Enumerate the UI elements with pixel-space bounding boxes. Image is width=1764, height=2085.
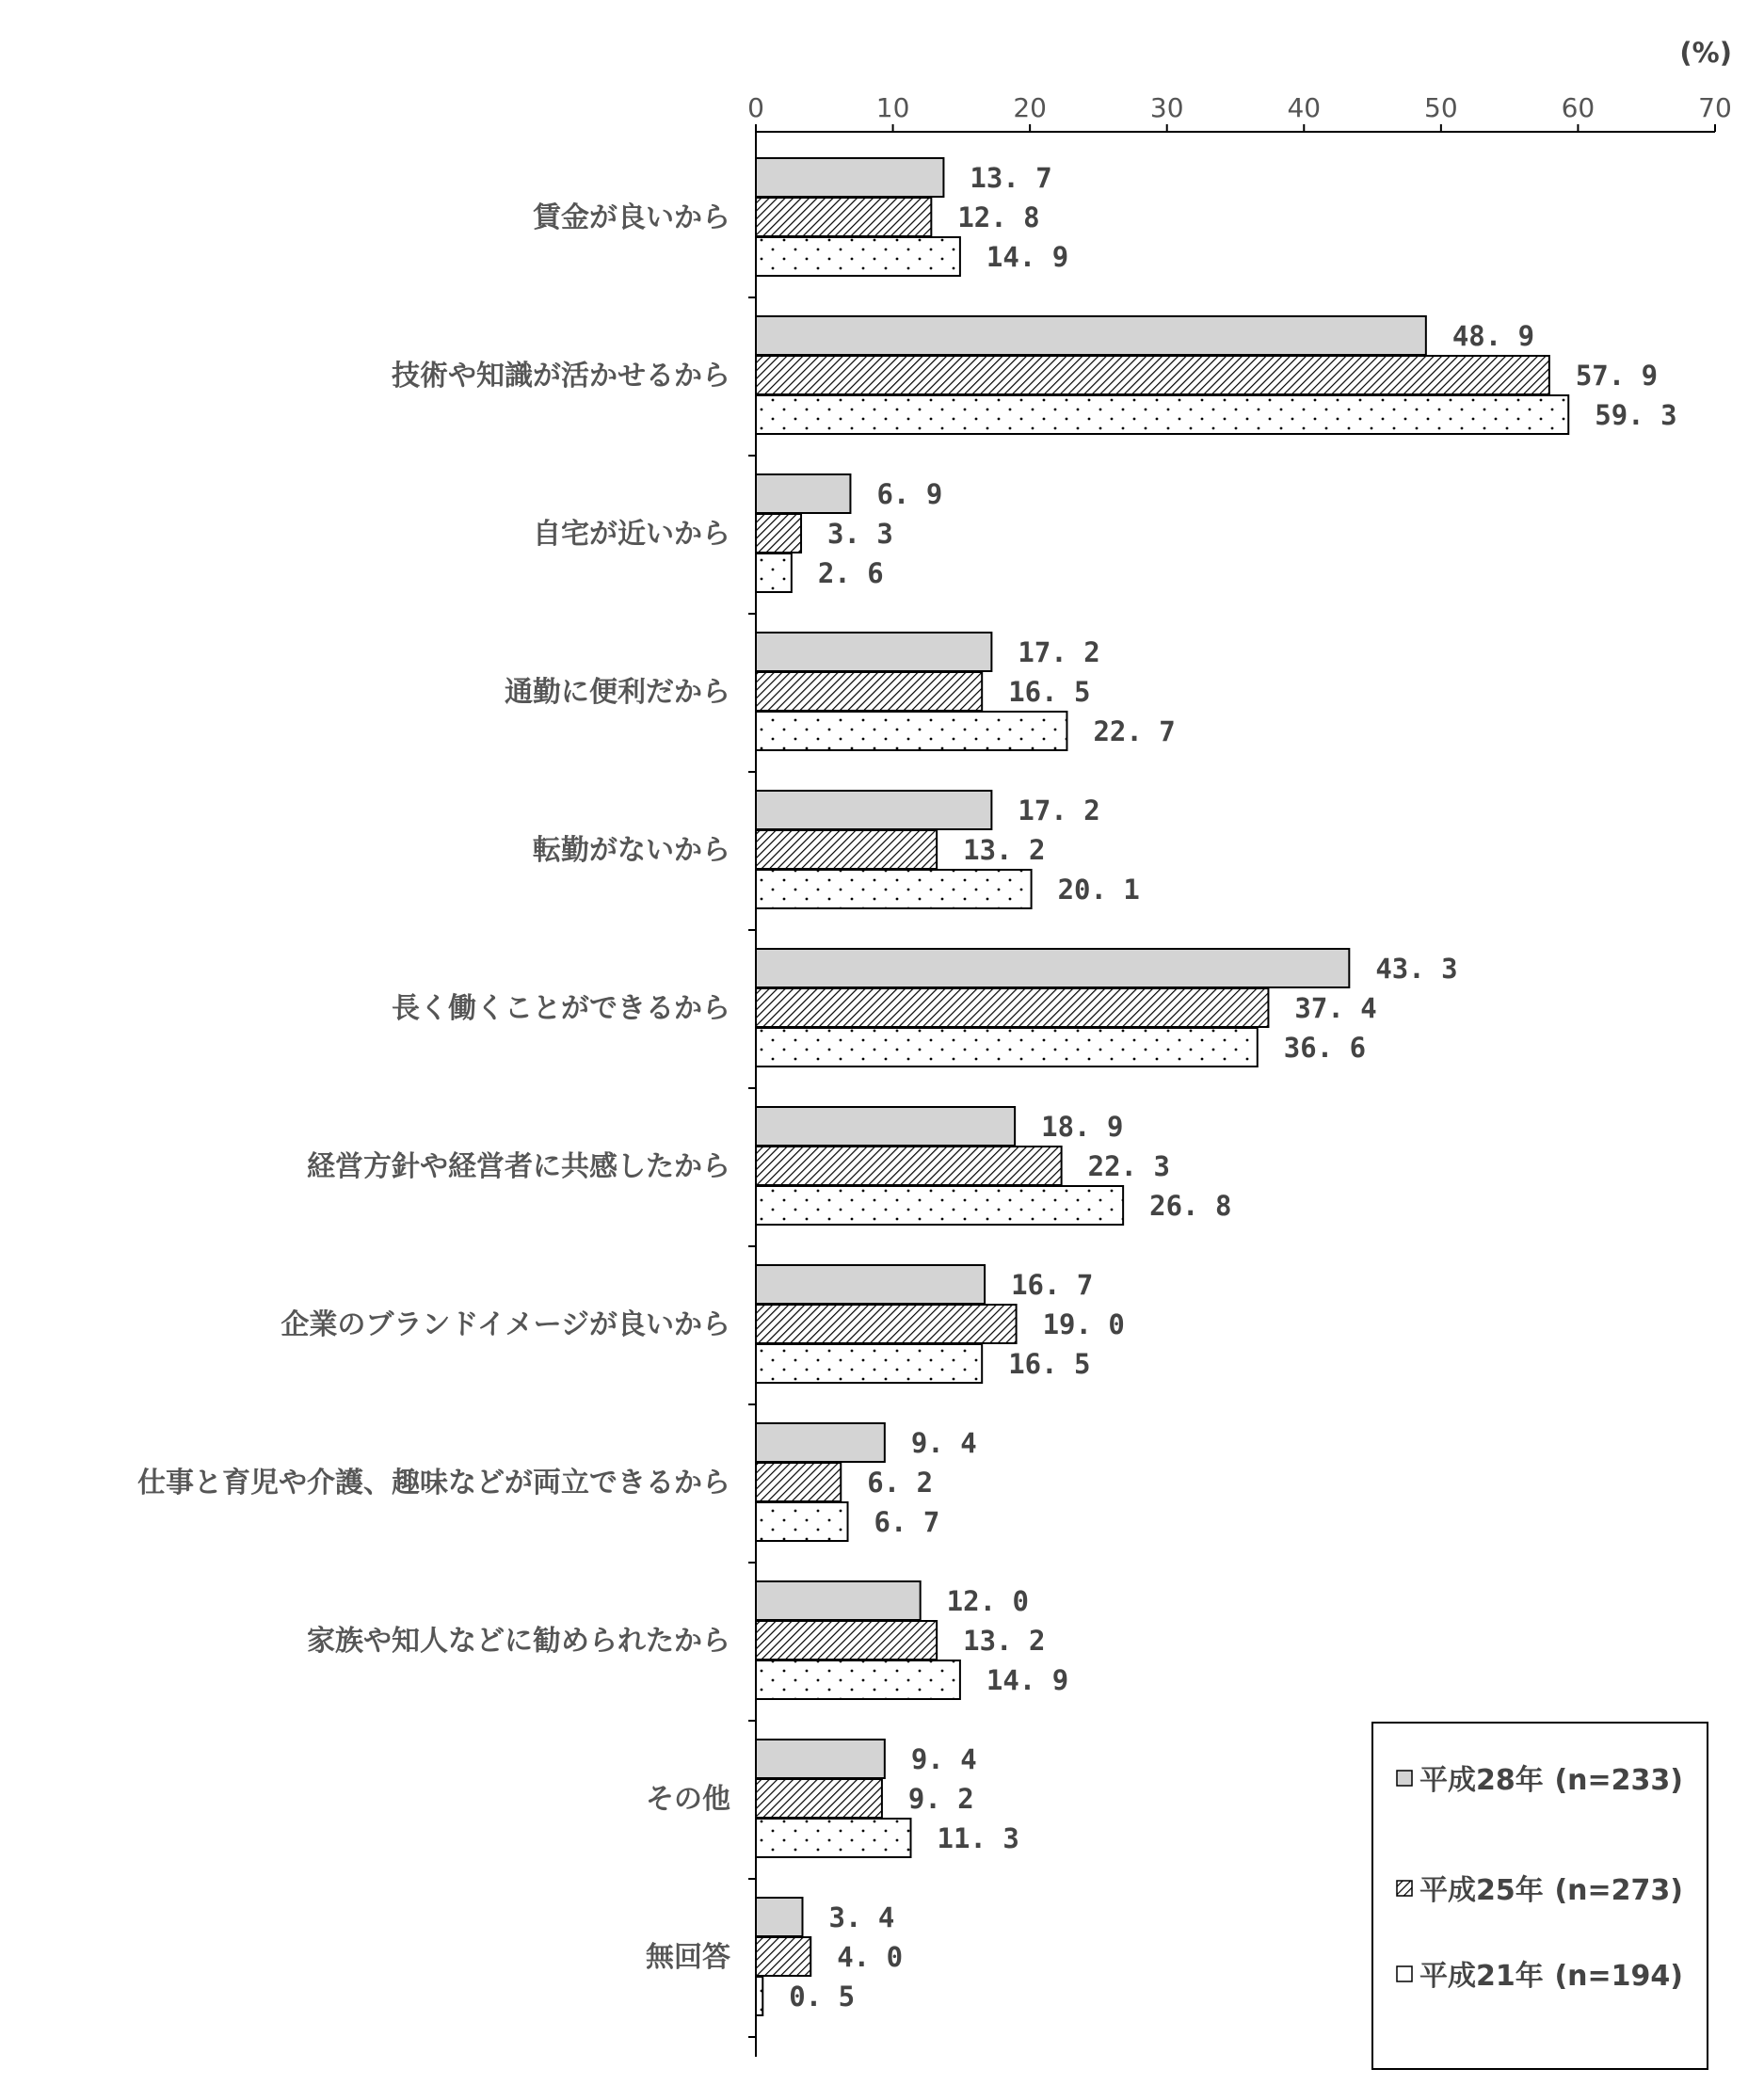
- value-label: 37. 4: [1294, 992, 1377, 1024]
- bar-solid: [756, 633, 991, 671]
- value-label: 17. 2: [1018, 636, 1100, 668]
- value-label: 48. 9: [1451, 320, 1535, 352]
- bar-hatch: [756, 514, 801, 553]
- value-label: 12. 8: [957, 201, 1040, 233]
- bar-hatch: [756, 1305, 1017, 1343]
- bar-solid: [756, 1423, 885, 1462]
- bar-solid: [756, 1898, 802, 1936]
- bar-hatch: [756, 1147, 1062, 1185]
- category-label: その他: [646, 1783, 730, 1816]
- value-label: 13. 7: [970, 162, 1052, 194]
- value-label: 9. 4: [910, 1743, 977, 1775]
- category-label: 賃金が良いから: [533, 201, 730, 234]
- x-axis: [747, 92, 1732, 132]
- x-tick-label: 60: [1561, 92, 1596, 123]
- bar-solid: [756, 1265, 985, 1304]
- x-tick-label: 20: [1013, 92, 1047, 123]
- value-label: 22. 7: [1093, 715, 1176, 747]
- legend-series-name: 平成21年: [1419, 1960, 1544, 1993]
- x-tick-label: 70: [1698, 92, 1732, 123]
- value-label: 22. 3: [1087, 1150, 1170, 1182]
- value-label: 6. 9: [876, 478, 943, 510]
- category-labels: [137, 201, 730, 1974]
- value-label: 57. 9: [1575, 360, 1659, 392]
- bar-hatch: [756, 356, 1549, 394]
- category-label: 企業のブランドイメージが良いから: [281, 1308, 730, 1341]
- category-label: 無回答: [646, 1941, 730, 1974]
- bar-hatch: [756, 672, 982, 711]
- bar-hatch: [756, 830, 937, 869]
- value-label: 9. 2: [907, 1783, 974, 1815]
- bar-solid: [756, 158, 943, 197]
- category-label: 転勤がないから: [533, 834, 730, 867]
- legend-swatch-hatch: [1397, 1881, 1412, 1896]
- legend-item: [1397, 1960, 1683, 1993]
- category-label: 仕事と育児や介護、趣味などが両立できるから: [137, 1467, 730, 1500]
- bar-solid: [756, 1107, 1015, 1146]
- x-tick-label: 0: [747, 92, 764, 123]
- bar-hatch: [756, 198, 931, 236]
- value-label: 18. 9: [1041, 1111, 1124, 1143]
- value-label: 36. 6: [1283, 1032, 1367, 1064]
- value-label: 3. 3: [827, 518, 893, 550]
- value-label: 11. 3: [937, 1822, 1019, 1854]
- bar-dots: [756, 1660, 960, 1699]
- value-label: 59. 3: [1595, 399, 1677, 431]
- unit-label: (%): [1679, 37, 1732, 69]
- x-tick-label: 50: [1424, 92, 1458, 123]
- value-label: 9. 4: [910, 1427, 977, 1459]
- category-label: 自宅が近いから: [533, 518, 730, 551]
- bar-dots: [756, 1977, 762, 2015]
- x-tick-label: 40: [1287, 92, 1322, 123]
- legend-series-n: (n=233): [1554, 1764, 1683, 1797]
- value-label: 20. 1: [1057, 874, 1140, 906]
- y-axis: [748, 132, 756, 2057]
- category-label: 技術や知識が活かせるから: [392, 360, 730, 393]
- bar-dots: [756, 870, 1032, 908]
- legend-item: [1397, 1874, 1683, 1907]
- bar-solid: [756, 791, 991, 829]
- value-label: 13. 2: [963, 1625, 1046, 1657]
- value-label: 16. 5: [1008, 676, 1091, 708]
- legend-swatch-solid: [1397, 1771, 1412, 1786]
- value-label: 3. 4: [828, 1901, 895, 1933]
- value-label: 0. 5: [789, 1981, 856, 2013]
- legend-series-n: (n=273): [1554, 1874, 1683, 1907]
- value-label: 19. 0: [1042, 1308, 1125, 1340]
- value-label: 16. 5: [1008, 1348, 1091, 1380]
- legend-swatch-dots: [1397, 1966, 1412, 1981]
- bar-dots: [756, 1344, 982, 1383]
- value-label: 2. 6: [817, 557, 884, 589]
- bar-dots: [756, 1186, 1123, 1225]
- bar-dots: [756, 237, 960, 276]
- value-label: 6. 2: [867, 1467, 934, 1499]
- value-label: 16. 7: [1011, 1269, 1094, 1301]
- category-label: 通勤に便利だから: [505, 676, 730, 709]
- bar-dots: [756, 553, 792, 592]
- value-label: 43. 3: [1375, 953, 1458, 985]
- value-label: 4. 0: [837, 1941, 904, 1973]
- value-label: 12. 0: [946, 1585, 1029, 1617]
- value-label: 26. 8: [1149, 1190, 1232, 1222]
- bar-hatch: [756, 1463, 841, 1501]
- value-label: 14. 9: [986, 241, 1069, 273]
- value-label: 6. 7: [874, 1506, 940, 1538]
- bar-solid: [756, 316, 1426, 355]
- value-label: 17. 2: [1018, 794, 1100, 826]
- value-label: 13. 2: [963, 834, 1046, 866]
- category-label: 経営方針や経営者に共感したから: [307, 1150, 730, 1183]
- bar-solid: [756, 1740, 885, 1778]
- bar-dots: [756, 1819, 910, 1857]
- legend-item: [1397, 1764, 1683, 1797]
- x-tick-label: 10: [875, 92, 910, 123]
- bar-hatch: [756, 1937, 810, 1976]
- legend: [1372, 1723, 1708, 2069]
- legend-series-n: (n=194): [1554, 1960, 1683, 1993]
- bar-solid: [756, 1581, 921, 1620]
- value-label: 14. 9: [986, 1664, 1069, 1696]
- bar-dots: [756, 1502, 848, 1541]
- bar-dots: [756, 1028, 1258, 1067]
- bar-solid: [756, 949, 1349, 987]
- x-tick-label: 30: [1149, 92, 1184, 123]
- legend-series-name: 平成25年: [1419, 1874, 1544, 1907]
- bar-dots: [756, 395, 1568, 434]
- bar-solid: [756, 474, 850, 513]
- category-label: 長く働くことができるから: [392, 992, 730, 1025]
- bar-hatch: [756, 1621, 937, 1660]
- bar-hatch: [756, 1779, 882, 1818]
- legend-series-name: 平成28年: [1419, 1764, 1544, 1797]
- bar-dots: [756, 712, 1066, 750]
- bar-hatch: [756, 988, 1268, 1027]
- category-label: 家族や知人などに勧められたから: [307, 1625, 730, 1658]
